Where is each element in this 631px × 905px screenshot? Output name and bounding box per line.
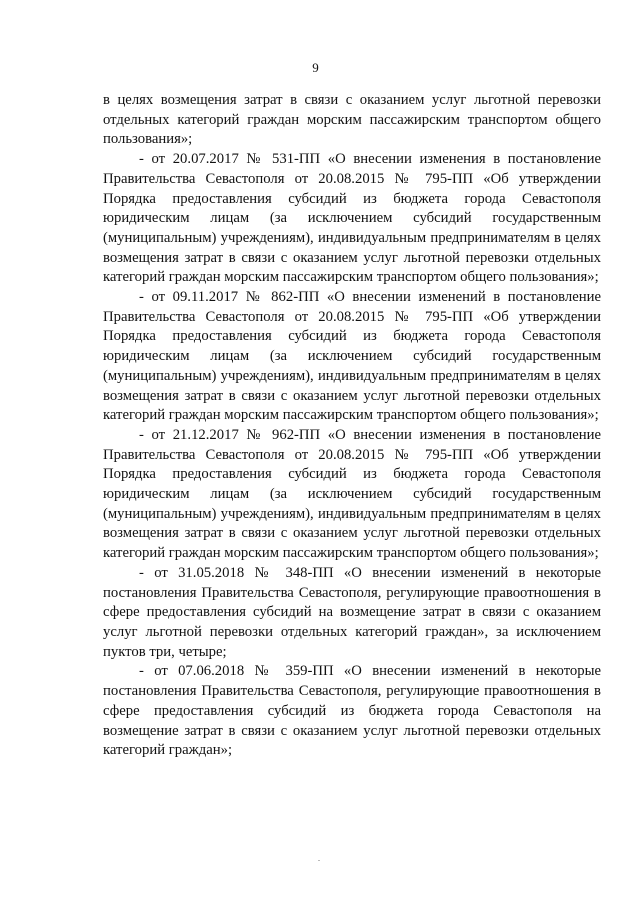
paragraph-continuation: в целях возмещения затрат в связи с оказанием услуг льготной перевозки отдельных категорий граждан морским пассажирским транспортом общего пользования»; bbox=[103, 92, 601, 148]
list-item: - от 21.12.2017 № 962-ПП «О внесении изменения в постановление Правительства Севастополя от 20.08.2015 № 795-ПП «Об утверждении Порядка предоставления субсидий из бюджета города Севастополя юридическим лицам (за исключением субсидий государственным (муниципальным) учреждениям), индивидуальным предпринимателям в целях возмещения затрат в связи с оказанием услуг льготной перевозки отдельных категорий граждан морским пассажирским транспортом общего пользования»; bbox=[103, 426, 601, 562]
document-body bbox=[103, 91, 601, 761]
list-item: - от 09.11.2017 № 862-ПП «О внесении изменений в постановление Правительства Севастополя от 20.08.2015 № 795-ПП «Об утверждении Порядка предоставления субсидий из бюджета города Севастополя юридическим лицам (за исключением субсидий государственным (муниципальным) учреждениям), индивидуальным предпринимателям в целях возмещения затрат в связи с оказанием услуг льготной перевозки отдельных категорий граждан морским пассажирским транспортом общего пользования»; bbox=[103, 289, 601, 424]
list-item: - от 07.06.2018 № 359-ПП «О внесении изменений в некоторые постановления Правительства Севастополя, регулирующие правоотношения в сфере предоставления субсидий из бюджета города Севастополя на возмещение затрат в связи с оказанием услуг льготной перевозки отдельных категорий граждан»; bbox=[103, 663, 601, 759]
list-item: - от 20.07.2017 № 531-ПП «О внесении изменения в постановление Правительства Севастополя от 20.08.2015 № 795-ПП «Об утверждении Порядка предоставления субсидий из бюджета города Севастополя юридическим лицам (за исключением субсидий государственным (муниципальным) учреждениям), индивидуальным предпринимателям в целях возмещения затрат в связи с оказанием услуг льготной перевозки отдельных категорий граждан морским пассажирским транспортом общего пользования»; bbox=[103, 151, 601, 286]
list-item: - от 31.05.2018 № 348-ПП «О внесении изменений в некоторые постановления Правительства Севастополя, регулирующие правоотношения в сфере предоставления субсидий на возмещение затрат в связи с оказанием услуг льготной перевозки отдельных категорий граждан», за исключением пуктов три, четыре; bbox=[103, 564, 601, 660]
page-number: 9 bbox=[312, 60, 319, 75]
scan-artifact-dot bbox=[318, 860, 320, 861]
